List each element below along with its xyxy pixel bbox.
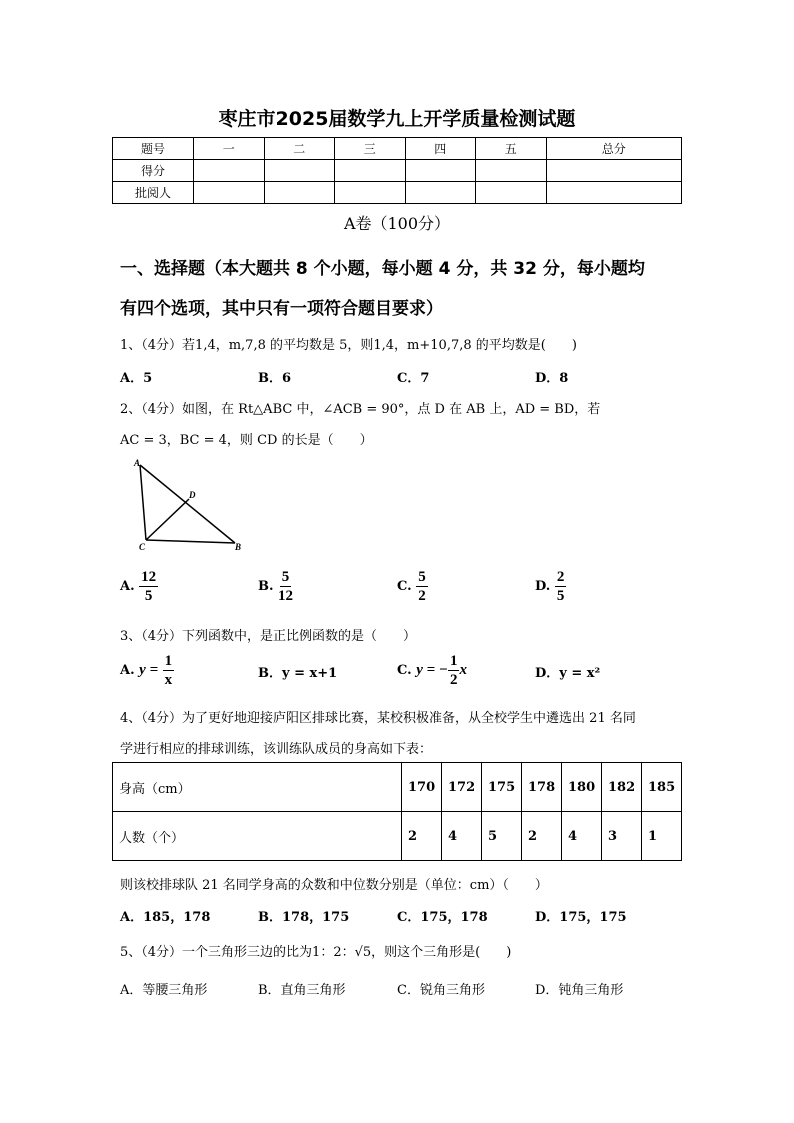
cell[interactable] (405, 160, 476, 182)
row-label: 人数（个） (113, 812, 402, 861)
cell[interactable] (264, 182, 335, 204)
cell: 3 (602, 812, 642, 861)
grader-row (113, 182, 682, 204)
cell: 172 (442, 763, 482, 812)
section-heading: 一、选择题（本大题共 8 个小题，每小题 4 分，共 32 分，每小题均 (120, 259, 645, 279)
cell[interactable] (546, 160, 682, 182)
cell: 4 (562, 812, 602, 861)
q1-option-d[interactable]: D．8 (535, 371, 569, 386)
fraction (278, 568, 293, 605)
score-header-row (113, 138, 682, 160)
cell: 180 (562, 763, 602, 812)
section-heading-cont: 有四个选项，其中只有一项符合题目要求） (120, 299, 443, 319)
cell: 4 (442, 812, 482, 861)
denominator: x (164, 672, 173, 688)
denominator: 5 (144, 588, 153, 604)
cell[interactable] (335, 160, 406, 182)
numerator: 1 (164, 653, 173, 669)
denominator: 12 (278, 588, 294, 604)
cell: 题号 (113, 138, 194, 160)
q4-option-b[interactable]: B．178，175 (258, 910, 350, 925)
q1-option-c[interactable]: C．7 (397, 371, 430, 386)
cell: 得分 (113, 160, 194, 182)
cell: 175 (482, 763, 522, 812)
cell[interactable] (194, 160, 265, 182)
label-b: B (235, 542, 242, 552)
cell[interactable] (405, 182, 476, 204)
cell: 总分 (546, 138, 682, 160)
denominator: 5 (556, 588, 565, 604)
q5-option-a[interactable]: A．等腰三角形 (120, 983, 208, 998)
q3-option-b[interactable]: B．y = x+1 (258, 666, 338, 681)
q3-option-c[interactable] (397, 652, 467, 689)
question-1: 1、（4分）若1,4，m,7,8 的平均数是 5，则1,4，m+10,7,8 的平均数是( ) (120, 338, 577, 353)
cell: 185 (642, 763, 682, 812)
denominator: 2 (449, 672, 458, 688)
paper-label: A卷（100分） (343, 214, 451, 233)
question-2: 2、（4分）如图，在 Rt△ABC 中，∠ACB = 90°，点 D 在 AB 上，AD = BD，若 (120, 402, 601, 417)
numerator: 1 (449, 653, 458, 669)
score-table (112, 137, 682, 204)
cell: 二 (264, 138, 335, 160)
cell: 178 (522, 763, 562, 812)
cell[interactable] (546, 182, 682, 204)
question-5: 5、（4分）一个三角形三边的比为1：2：√5，则这个三角形是( ) (120, 945, 512, 960)
cell: 四 (405, 138, 476, 160)
row-label: 身高（cm） (113, 763, 402, 812)
heights-row (113, 763, 682, 812)
cell: 2 (522, 812, 562, 861)
q3-option-d[interactable]: D．y = x² (535, 666, 601, 681)
fraction (163, 652, 175, 689)
cell: 三 (335, 138, 406, 160)
q2-option-a[interactable] (120, 568, 158, 605)
fraction (416, 568, 428, 605)
q2-option-b[interactable] (258, 568, 293, 605)
q4-option-c[interactable]: C．175，178 (397, 910, 488, 925)
label-a: A (134, 458, 141, 468)
cell[interactable] (335, 182, 406, 204)
cell: 182 (602, 763, 642, 812)
score-row (113, 160, 682, 182)
triangle-figure (125, 455, 255, 555)
cell[interactable] (476, 160, 547, 182)
cell: 一 (194, 138, 265, 160)
q5-option-b[interactable]: B．直角三角形 (258, 983, 346, 998)
option-letter: C. (397, 579, 412, 594)
q5-option-c[interactable]: C．锐角三角形 (397, 983, 485, 998)
math-rhs: x (459, 662, 467, 678)
label-d: D (189, 490, 196, 500)
q1-option-a[interactable]: A．5 (120, 371, 153, 386)
q3-option-a[interactable] (120, 652, 174, 689)
q5-option-d[interactable]: D．钝角三角形 (535, 983, 624, 998)
fraction (448, 652, 460, 689)
cell: 批阅人 (113, 182, 194, 204)
q2-option-c[interactable] (397, 568, 428, 605)
option-letter: A. (120, 663, 135, 678)
cell: 2 (402, 812, 442, 861)
option-letter: B. (258, 579, 274, 594)
cell: 170 (402, 763, 442, 812)
option-letter: A. (120, 579, 135, 594)
math-lhs: y = (139, 662, 159, 678)
cell[interactable] (194, 182, 265, 204)
cell: 1 (642, 812, 682, 861)
q2-option-d[interactable] (535, 568, 566, 605)
fraction (139, 568, 158, 605)
q1-option-b[interactable]: B．6 (258, 371, 292, 386)
numerator: 12 (141, 569, 157, 585)
cell: 5 (482, 812, 522, 861)
numerator: 2 (556, 569, 565, 585)
cell[interactable] (264, 160, 335, 182)
numerator: 5 (418, 569, 426, 585)
fraction (555, 568, 567, 605)
option-letter: C. (397, 663, 412, 678)
height-table (112, 762, 682, 861)
label-c: C (139, 542, 146, 552)
denominator: 2 (418, 588, 426, 604)
q4-option-d[interactable]: D．175，175 (535, 910, 627, 925)
option-letter: D. (535, 579, 551, 594)
cell[interactable] (476, 182, 547, 204)
question-4: 4、（4分）为了更好地迎接庐阳区排球比赛，某校积极准备，从全校学生中遴选出 21 名同 (120, 711, 636, 726)
question-4-cont: 学进行相应的排球训练，该训练队成员的身高如下表： (120, 742, 433, 757)
numerator: 5 (281, 569, 290, 585)
question-3: 3、（4分）下列函数中，是正比例函数的是（ ） (120, 629, 417, 644)
counts-row (113, 812, 682, 861)
q4-option-a[interactable]: A．185，178 (120, 910, 211, 925)
exam-title: 枣庄市2025届数学九上开学质量检测试题 (218, 108, 576, 130)
question-2-cont: AC = 3，BC = 4，则 CD 的长是（ ） (120, 433, 373, 448)
question-4-prompt: 则该校排球队 21 名同学身高的众数和中位数分别是（单位：cm）（ ） (120, 878, 548, 893)
math-lhs: y = − (416, 662, 448, 678)
cell: 五 (476, 138, 547, 160)
